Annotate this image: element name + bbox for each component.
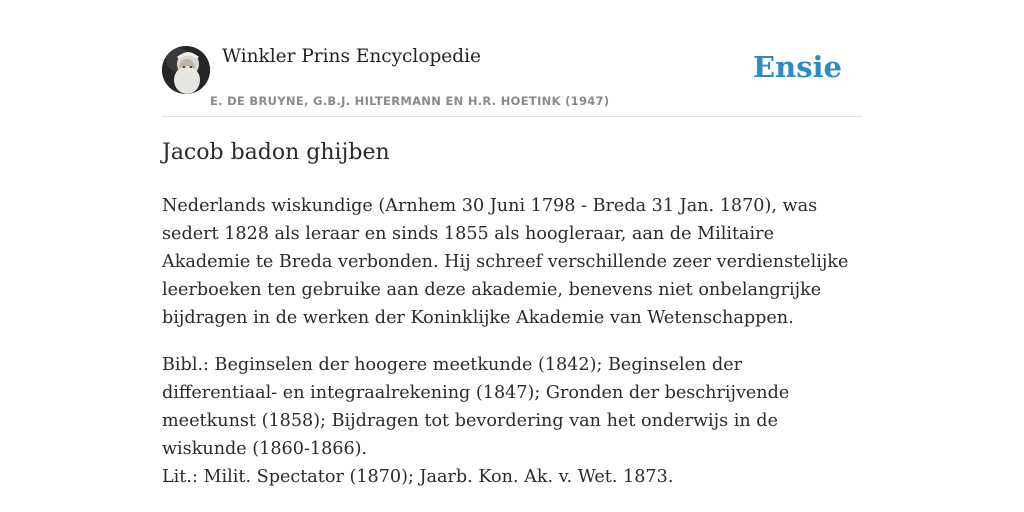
brand-logo[interactable]: Ensie	[753, 50, 842, 84]
site-header	[162, 46, 862, 117]
bibliography-paragraph: Bibl.: Beginselen der hoogere meetkunde (1842); Beginselen der differentiaal- en integraalrekening (1847); Gronden der beschrijvende meetkunst (1858); Bijdragen tot bevordering van het onderwijs in de wiskunde (1860-1866).	[162, 355, 790, 459]
article-title: Jacob badon ghijben	[162, 140, 390, 165]
article-paragraph: Nederlands wiskundige (Arnhem 30 Juni 1798 - Breda 31 Jan. 1870), was sedert 1828 als leraar en sinds 1855 als hoogleraar, aan de Militaire Akademie te Breda verbonden. Hij schreef verschillende zeer verdienstelijke leerboeken ten gebruike aan deze akademie, benevens niet onbelangrijke bijdragen in de werken der Koninklijke Akademie van Wetenschappen.	[162, 196, 849, 328]
literature-paragraph: Lit.: Milit. Spectator (1870); Jaarb. Kon. Ak. v. Wet. 1873.	[162, 467, 674, 487]
publication-title[interactable]: Winkler Prins Encyclopedie	[222, 46, 481, 67]
authors-line: E. DE BRUYNE, G.B.J. HILTERMANN EN H.R. HOETINK (1947)	[210, 94, 610, 108]
avatar	[162, 46, 210, 94]
